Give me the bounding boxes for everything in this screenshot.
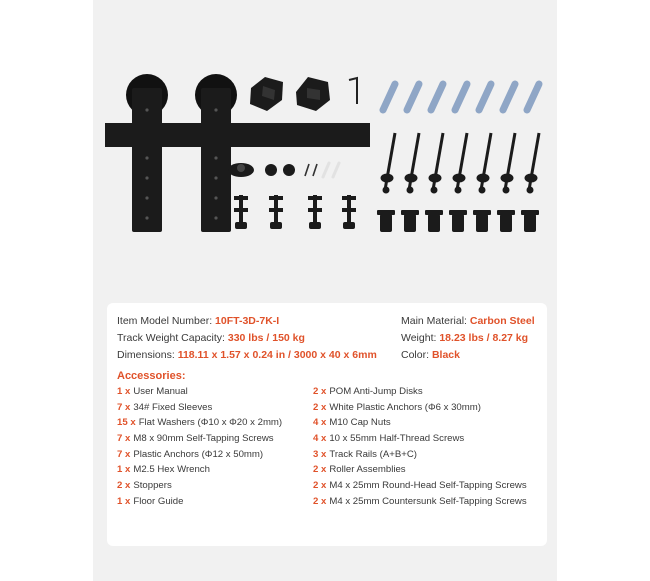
- spec-value: 18.23 lbs / 8.27 kg: [439, 332, 529, 344]
- stopper-icon: [250, 77, 283, 111]
- item-qty: 2 x: [117, 480, 131, 492]
- half-thread-screw-icon: [234, 195, 248, 229]
- item-name: Stoppers: [133, 480, 172, 492]
- item-qty: 2 x: [313, 495, 327, 507]
- list-item: [117, 449, 313, 460]
- list-item: [313, 402, 551, 413]
- hex-wrench-icon: [349, 78, 357, 104]
- spec-label: Main Material:: [401, 315, 467, 327]
- item-qty: 7 x: [117, 401, 131, 413]
- list-item: [117, 433, 313, 444]
- list-item: [117, 496, 313, 507]
- item-name: M2.5 Hex Wrench: [133, 464, 210, 476]
- item-name: Roller Assemblies: [329, 464, 406, 476]
- spec-label: Item Model Number:: [117, 315, 213, 327]
- spec-weight: [401, 332, 551, 344]
- item-qty: 4 x: [313, 433, 327, 445]
- list-item: [313, 417, 551, 428]
- spec-color: [401, 349, 551, 361]
- item-qty: 2 x: [313, 480, 327, 492]
- list-item: [117, 402, 313, 413]
- spec-label: Weight:: [401, 332, 437, 344]
- spec-model: [117, 315, 401, 327]
- half-thread-screw-icon: [342, 195, 356, 229]
- stopper-icon: [296, 77, 330, 111]
- list-item: [313, 480, 551, 491]
- item-qty: 1 x: [117, 386, 131, 397]
- spec-dimensions: [117, 349, 401, 361]
- item-name: M10 Cap Nuts: [329, 417, 391, 429]
- item-qty: 2 x: [313, 401, 327, 413]
- list-item: [313, 449, 551, 460]
- spec-value: 10FT-3D-7K-I: [215, 315, 280, 327]
- spec-capacity: [117, 332, 401, 344]
- spec-card: [107, 303, 547, 546]
- spec-label: Color:: [401, 349, 430, 361]
- anti-jump-disk-icon: [265, 164, 277, 176]
- accessories-list: [117, 386, 537, 507]
- list-item: [313, 433, 551, 444]
- accessories-title: Accessories:: [117, 370, 186, 382]
- item-qty: 2 x: [313, 386, 327, 397]
- item-name: POM Anti-Jump Disks: [329, 386, 423, 397]
- item-qty: 1 x: [117, 495, 131, 507]
- item-qty: 7 x: [117, 448, 131, 460]
- item-name: User Manual: [133, 386, 188, 397]
- spec-value: 118.11 x 1.57 x 0.24 in / 3000 x 40 x 6mm: [177, 349, 377, 361]
- item-qty: 3 x: [313, 448, 327, 460]
- item-qty: 4 x: [313, 417, 327, 429]
- item-qty: 15 x: [117, 417, 136, 429]
- list-item: [117, 464, 313, 475]
- product-illustration: [93, 0, 557, 300]
- spec-label: Dimensions:: [117, 349, 175, 361]
- roller-assembly-icon: [195, 74, 237, 232]
- white-anchor-icon: [323, 163, 339, 177]
- item-name: M4 x 25mm Round-Head Self-Tapping Screws: [329, 480, 527, 492]
- item-qty: 7 x: [117, 433, 131, 445]
- list-item: [117, 480, 313, 491]
- list-item: [313, 496, 551, 507]
- list-item: [117, 417, 313, 428]
- item-name: Track Rails (A+B+C): [329, 448, 417, 460]
- item-name: 34# Fixed Sleeves: [133, 401, 213, 413]
- anti-jump-disk-icon: [283, 164, 295, 176]
- fixed-sleeve-icon: [377, 210, 539, 232]
- item-name: Flat Washers (Φ10 x Φ20 x 2mm): [138, 417, 283, 429]
- spec-label: Track Weight Capacity:: [117, 332, 225, 344]
- list-item: [117, 386, 313, 397]
- plastic-anchor-icon: [383, 84, 539, 110]
- item-name: M4 x 25mm Countersunk Self-Tapping Screws: [329, 495, 527, 507]
- half-thread-screw-icon: [308, 195, 322, 229]
- roller-assembly-icon: [126, 74, 168, 232]
- item-name: Plastic Anchors (Φ12 x 50mm): [133, 448, 264, 460]
- self-tapping-screw-icon: [381, 133, 539, 193]
- spec-value: Carbon Steel: [469, 315, 535, 327]
- small-screws-icon: [305, 164, 317, 176]
- half-thread-screw-icon: [269, 195, 283, 229]
- item-name: Floor Guide: [133, 495, 184, 507]
- item-name: M8 x 90mm Self-Tapping Screws: [133, 433, 274, 445]
- item-name: White Plastic Anchors (Φ6 x 30mm): [329, 401, 481, 413]
- item-qty: 2 x: [313, 464, 327, 476]
- item-qty: 1 x: [117, 464, 131, 476]
- product-canvas: [93, 0, 557, 581]
- spec-value: 330 lbs / 150 kg: [227, 332, 305, 344]
- spec-value: Black: [431, 349, 460, 361]
- spec-list: [117, 315, 537, 361]
- list-item: [313, 464, 551, 475]
- floor-guide-icon: [228, 163, 254, 177]
- item-name: 10 x 55mm Half-Thread Screws: [329, 433, 465, 445]
- list-item: [313, 386, 551, 397]
- spec-material: [401, 315, 551, 327]
